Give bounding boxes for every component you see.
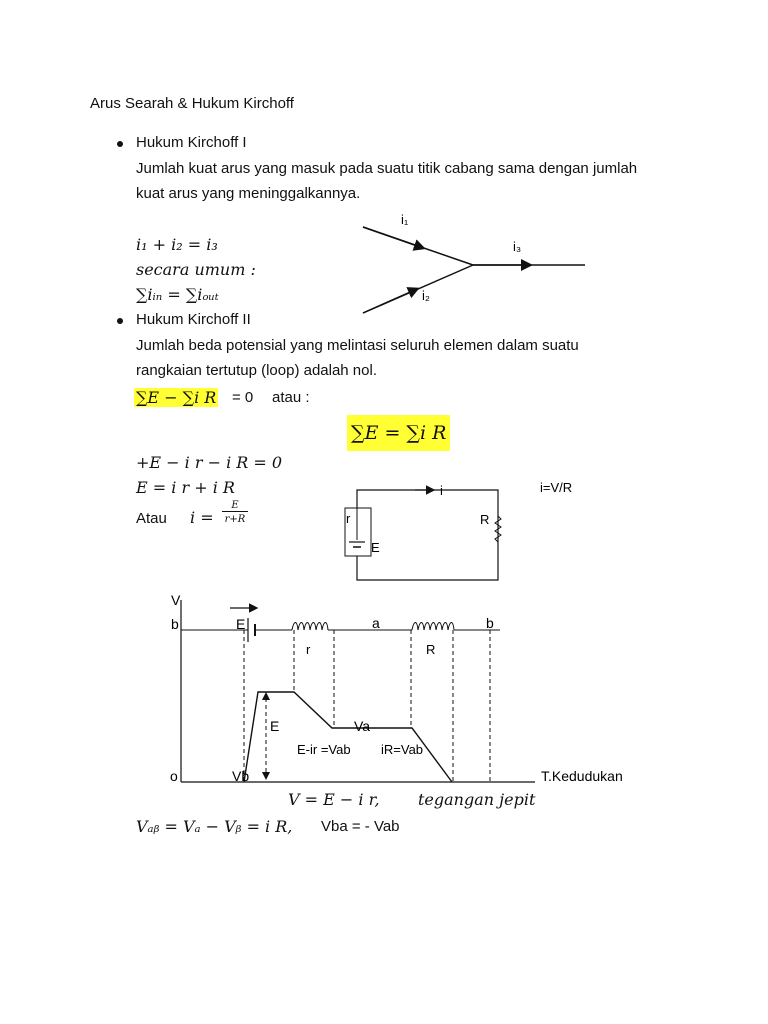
circuit-diagram (335, 478, 595, 588)
eq-sum-in-out: ∑iᵢₙ = ∑iₒᵤₜ (136, 285, 219, 304)
eq-i-lhs: i = (190, 508, 214, 527)
graph-label-eir: E-ir =Vab (297, 742, 351, 757)
resistor-r-coil (292, 623, 328, 631)
eq-i-numerator: E (222, 500, 248, 512)
graph-label-iR: iR=Vab (381, 742, 424, 757)
graph-label-a: a (372, 615, 380, 631)
section1-line1: Jumlah kuat arus yang masuk pada suatu titik cabang sama dengan jumlah (136, 160, 638, 177)
section2-line2: rangkaian tertutup (loop) adalah nol. (136, 362, 377, 379)
branch-i1-arrow (363, 227, 423, 248)
section2-line1: Jumlah beda potensial yang melintasi seluruh elemen dalam suatu (136, 337, 579, 354)
section1-line2: kuat arus yang meninggalkannya. (136, 185, 361, 202)
graph-label-V: V (171, 592, 181, 608)
circuit-label-R: R (480, 512, 490, 527)
potential-curve (244, 692, 452, 782)
section2-heading: Hukum Kirchoff II (136, 311, 251, 328)
graph-label-b-right: b (486, 615, 494, 631)
eq-currents: i₁ + i₂ = i₃ (136, 235, 218, 254)
circuit-label-E: E (371, 540, 380, 555)
label-i2: i₂ (422, 288, 430, 303)
circuit-label-ivr: i=V/R (540, 480, 573, 495)
section1-heading: Hukum Kirchoff I (136, 134, 247, 151)
circuit-label-i: i (440, 483, 443, 498)
junction-diagram (355, 205, 595, 320)
graph-label-E-mid: E (270, 718, 280, 734)
eq-i-denominator: r+R (224, 514, 246, 525)
eq-vab: Vₐᵦ = Vₐ − Vᵦ = i R, (136, 817, 293, 836)
graph-label-b-left: b (171, 616, 179, 632)
graph-label-Va: Va (354, 718, 371, 734)
eq-highlight: ∑E − ∑i R (136, 388, 217, 407)
graph-label-r: r (306, 642, 311, 657)
circuit-loop (357, 490, 498, 580)
atau-label: atau : (272, 389, 310, 406)
eq-terminal-voltage: V = E − i r, (288, 790, 380, 809)
eq-terminal-note: tegangan jepit (418, 790, 536, 809)
resistor-R-coil (412, 623, 454, 631)
label-i3: i₃ (513, 239, 522, 254)
bullet (117, 141, 123, 147)
page-title: Arus Searah & Hukum Kirchoff (90, 95, 294, 112)
graph-label-R: R (426, 642, 436, 657)
graph-label-E-top: E (236, 616, 246, 632)
atau2-label: Atau (136, 510, 167, 527)
label-i1: i₁ (401, 212, 409, 227)
eq-general-label: secara umum : (136, 260, 256, 279)
eq-loop: +E − i r − i R = 0 (136, 453, 283, 472)
graph-label-Vb: Vb (232, 768, 250, 784)
branch-i2-arrow (363, 289, 417, 313)
graph-label-xaxis: T.Kedudukan (541, 768, 623, 784)
circuit-label-r: r (346, 511, 351, 526)
eq-big-highlight: ∑E = ∑i R (347, 415, 450, 451)
eq-vba: Vba = - Vab (321, 818, 400, 835)
graph-label-o: o (170, 768, 178, 784)
eq-emf: E = i r + i R (136, 478, 235, 497)
potential-graph (160, 588, 650, 793)
eq-zero: = 0 (232, 389, 254, 406)
bullet (117, 318, 123, 324)
